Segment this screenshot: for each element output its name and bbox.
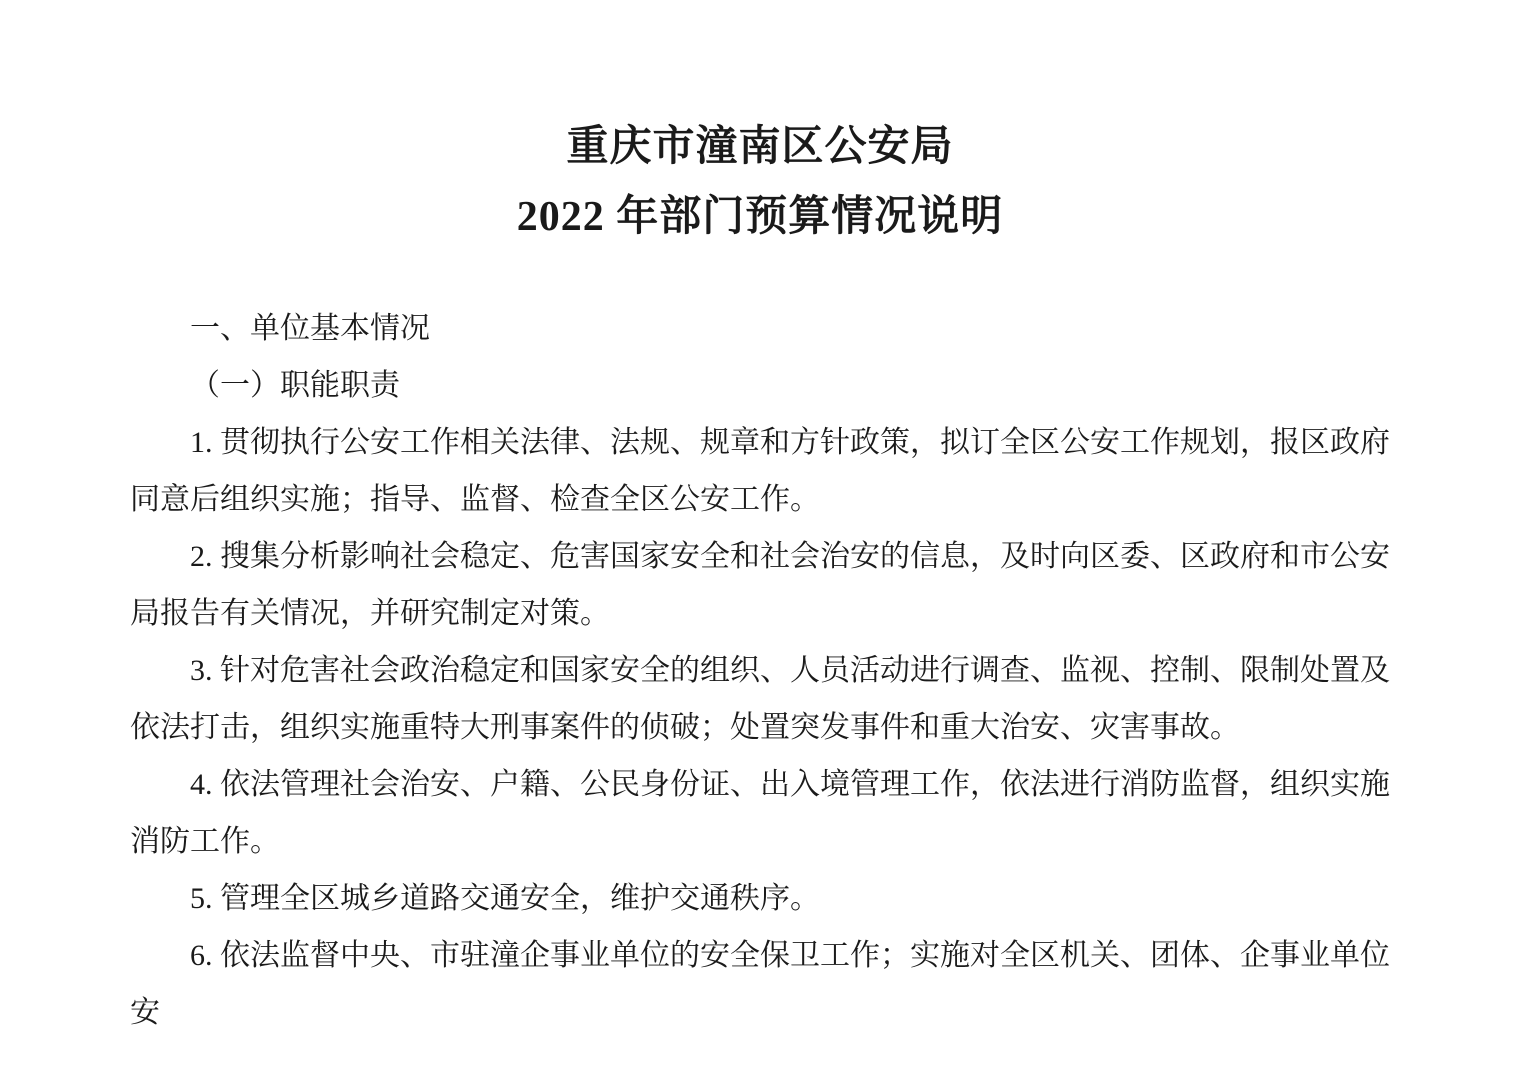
document-body bbox=[130, 300, 1390, 1041]
subsection-heading: （一）职能职责 bbox=[190, 369, 400, 402]
paragraph-2: 2. 搜集分析影响社会稳定、危害国家安全和社会治安的信息，及时向区委、区政府和市公安局报告有关情况，并研究制定对策。 bbox=[130, 540, 1390, 630]
section-heading: 一、单位基本情况 bbox=[190, 312, 430, 345]
title-line-1: 重庆市潼南区公安局 bbox=[566, 124, 954, 170]
paragraph-6: 6. 依法监督中央、市驻潼企事业单位的安全保卫工作；实施对全区机关、团体、企事业单位安 bbox=[130, 939, 1390, 1029]
paragraph-3: 3. 针对危害社会政治稳定和国家安全的组织、人员活动进行调查、监视、控制、限制处置及依法打击，组织实施重特大刑事案件的侦破；处置突发事件和重大治安、灾害事故。 bbox=[130, 654, 1390, 744]
paragraph-5: 5. 管理全区城乡道路交通安全，维护交通秩序。 bbox=[190, 882, 820, 915]
paragraph-4: 4. 依法管理社会治安、户籍、公民身份证、出入境管理工作，依法进行消防监督，组织实施消防工作。 bbox=[130, 768, 1390, 858]
document-title bbox=[130, 112, 1390, 252]
paragraph-1: 1. 贯彻执行公安工作相关法律、法规、规章和方针政策，拟订全区公安工作规划，报区政府同意后组织实施；指导、监督、检查全区公安工作。 bbox=[130, 426, 1390, 516]
title-line-2: 2022 年部门预算情况说明 bbox=[516, 194, 1004, 240]
